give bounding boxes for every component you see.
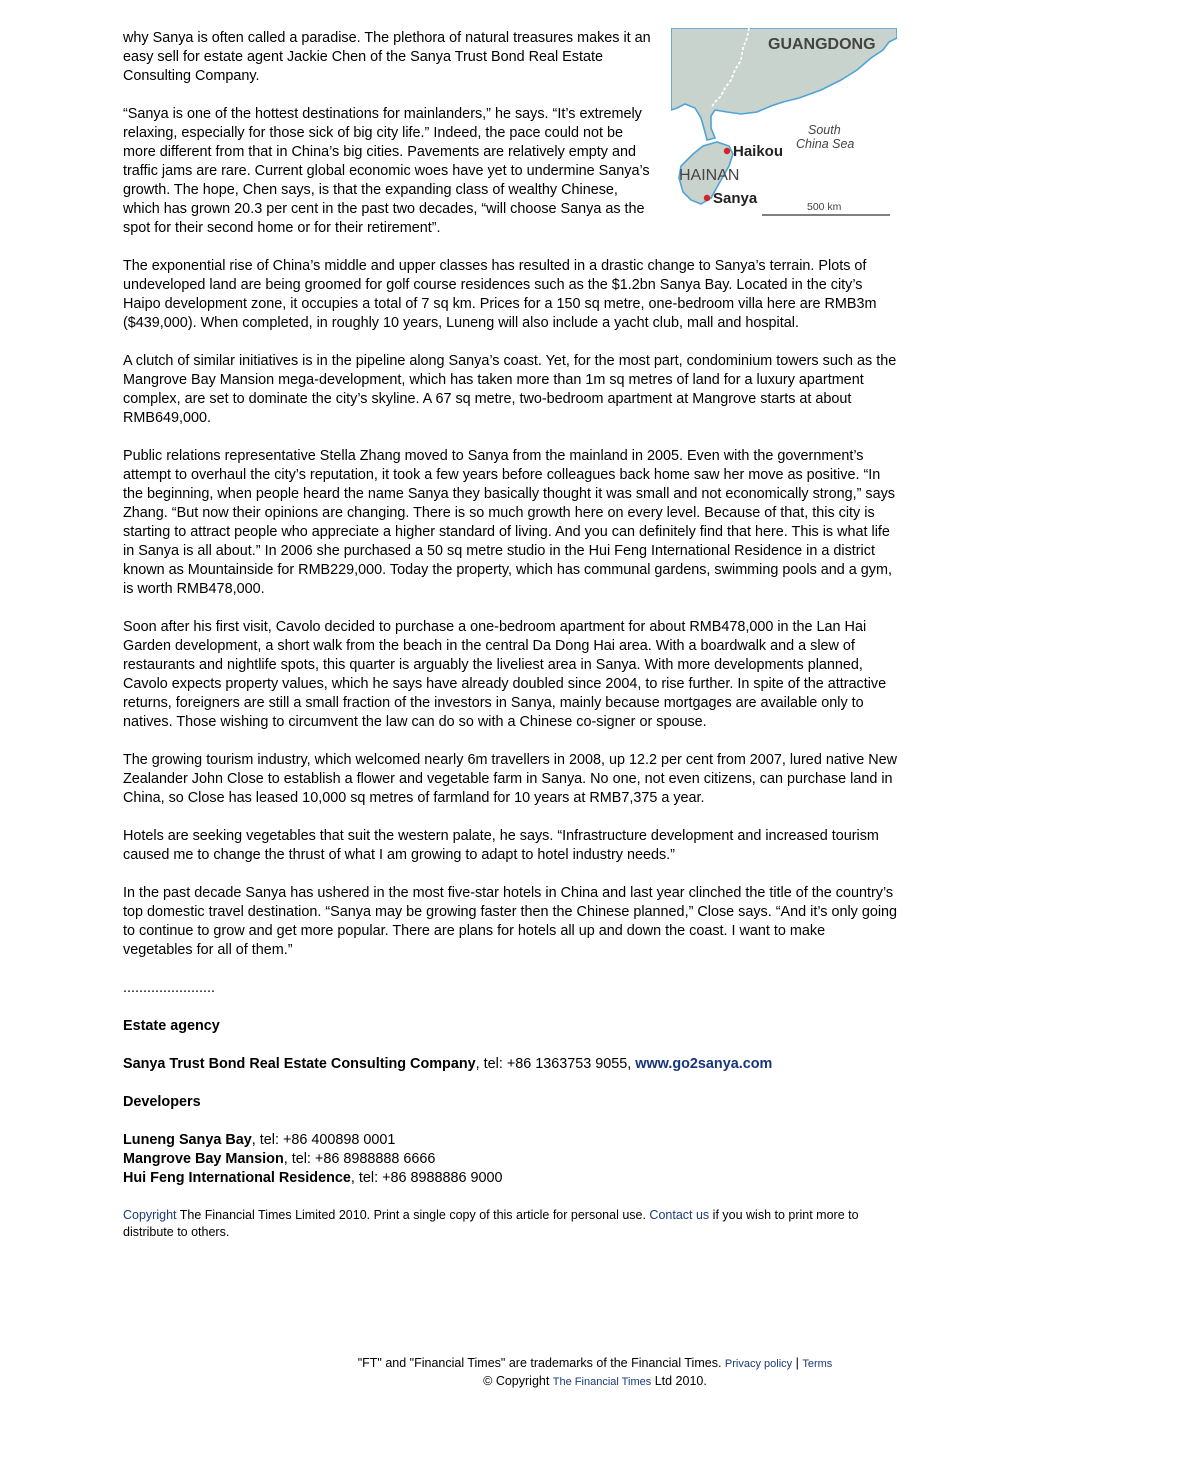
footer-trademark-line xyxy=(0,1355,1190,1373)
estate-agency-tel: , tel: +86 1363753 9055, xyxy=(475,1056,636,1072)
footer-copyright-line xyxy=(0,1373,1190,1391)
developer-tel: , tel: +86 8988886 9000 xyxy=(350,1170,503,1186)
map-label-south: South xyxy=(808,123,841,137)
estate-agency-entry xyxy=(123,1055,898,1074)
map-label-china-sea: China Sea xyxy=(796,137,855,151)
privacy-policy-link[interactable]: Privacy policy xyxy=(724,1358,793,1370)
hainan-map xyxy=(671,28,897,220)
developers-heading: Developers xyxy=(123,1094,201,1110)
article-paragraph: A clutch of similar initiatives is in the pipeline along Sanya’s coast. Yet, for the most part, condominium towers such as the Mangrove Bay Mansion mega-development, which has taken more than 1m sq metres of land for a luxury apartment complex, are set to dominate the city’s skyline. A 67 sq metre, two-bedroom apartment at Mangrove starts at about RMB649,000. xyxy=(123,353,897,426)
footer-separator: | xyxy=(792,1356,803,1370)
developers-list xyxy=(123,1131,898,1188)
article-paragraph: Hotels are seeking vegetables that suit the western palate, he says. “Infrastructure development and increased tourism caused me to change the thrust of what I am growing to adapt to hotel industry needs.” xyxy=(123,828,879,863)
footer-copy-suffix: Ltd 2010. xyxy=(651,1374,707,1388)
developer-name: Mangrove Bay Mansion xyxy=(123,1151,284,1167)
article-paragraph: Public relations representative Stella Zhang moved to Sanya from the mainland in 2005. Even with the government’s attempt to overhaul the city’s reputation, it took a few years before colleagues back home saw her move as positive. “In the beginning, when people heard the name Sanya they basically thought it was small and not economically strong,” says Zhang. “But now their opinions are changing. There is so much growth here on every level. Because of that, this city is starting to attract people who appreciate a higher standard of living. And you can definitely find that here. This is what life in Sanya is all about.” In 2006 she purchased a 50 sq metre studio in the Hui Feng International Residence in a district known as Mountainside for RMB229,000. Today the property, which has communal gardens, swimming pools and a gym, is worth RMB478,000. xyxy=(123,448,895,597)
copyright-text: The Financial Times Limited 2010. Print a single copy of this article for personal use. xyxy=(176,1208,650,1222)
footer-trademark: "FT" and "Financial Times" are trademarks of the Financial Times. xyxy=(357,1356,725,1370)
developer-entry xyxy=(123,1169,898,1188)
developer-entry xyxy=(123,1150,898,1169)
map-scale-label: 500 km xyxy=(807,201,842,213)
sanya-dot xyxy=(704,195,710,201)
article-paragraph: The growing tourism industry, which welcomed nearly 6m travellers in 2008, up 12.2 per cent from 2007, lured native New Zealander John Close to establish a flower and vegetable farm in Sanya. No one, not even citizens, can purchase land in China, so Close has leased 10,000 sq metres of farmland for 10 years at RMB7,375 a year. xyxy=(123,752,898,806)
estate-agency-heading: Estate agency xyxy=(123,1018,220,1034)
separator: ....................... xyxy=(123,980,215,996)
financial-times-link[interactable]: The Financial Times xyxy=(552,1376,652,1388)
developer-tel: , tel: +86 400898 0001 xyxy=(251,1132,396,1148)
developer-name: Luneng Sanya Bay xyxy=(123,1132,252,1148)
copyright-link[interactable]: Copyright xyxy=(123,1208,177,1222)
article-paragraph: The exponential rise of China’s middle and upper classes has resulted in a drastic change to Sanya’s terrain. Plots of undeveloped land are being groomed for golf course residences such as the $1.2bn Sanya Bay. Located in the city’s Haipo development zone, it occupies a total of 7 sq km. Prices for a 150 sq metre, one-bedroom villa here are RMB3m ($439,000). When completed, in roughly 10 years, Luneng will also include a yacht club, mall and hospital. xyxy=(123,258,877,331)
copyright-text-end: if you wish to print more to distribute to others. xyxy=(123,1208,859,1239)
developer-name: Hui Feng International Residence xyxy=(123,1170,351,1186)
haikou-dot xyxy=(724,148,730,154)
map-label-haikou: Haikou xyxy=(733,143,784,160)
terms-link[interactable]: Terms xyxy=(802,1358,833,1370)
footer-copy-prefix: © Copyright xyxy=(483,1374,553,1388)
page-footer xyxy=(0,1355,1190,1391)
developer-entry xyxy=(123,1131,898,1150)
map-label-guangdong: GUANGDONG xyxy=(768,36,876,53)
map-label-sanya: Sanya xyxy=(713,190,758,207)
estate-agency-website-link[interactable]: www.go2sanya.com xyxy=(635,1056,773,1072)
article-paragraph: why Sanya is often called a paradise. The plethora of natural treasures makes it an easy sell for estate agent Jackie Chen of the Sanya Trust Bond Real Estate Consulting Company. xyxy=(123,30,651,84)
contact-us-link[interactable]: Contact us xyxy=(649,1208,710,1222)
estate-agency-name: Sanya Trust Bond Real Estate Consulting Company xyxy=(123,1056,476,1072)
article-paragraph: “Sanya is one of the hottest destinations for mainlanders,” he says. “It’s extremely relaxing, especially for those sick of big city life.” Indeed, the pace could not be more different from that in China’s big cities. Pavements are relatively empty and traffic jams are rare. Current global economic woes have yet to undermine Sanya’s growth. The hope, Chen says, is that the expanding class of wealthy Chinese, which has grown 20.3 per cent in the past two decades, “will choose Sanya as the spot for their second home or for their retirement”. xyxy=(123,106,650,236)
article-paragraph: Soon after his first visit, Cavolo decided to purchase a one-bedroom apartment for about RMB478,000 in the Lan Hai Garden development, a short walk from the beach in the central Da Dong Hai area. With a boardwalk and a slew of restaurants and nightlife spots, this quarter is arguably the liveliest area in Sanya. With more developments planned, Cavolo expects property values, which he says have already doubled since 2004, to rise further. In spite of the attractive returns, foreigners are still a small fraction of the investors in Sanya, mainly because mortgages are available only to natives. Those wishing to circumvent the law can do so with a Chinese co-signer or spouse. xyxy=(123,619,887,730)
article-paragraph: In the past decade Sanya has ushered in the most five-star hotels in China and last year clinched the title of the country’s top domestic travel destination. “Sanya may be growing faster then the Chinese planned,” Close says. “And it’s only going to continue to grow and get more popular. There are plans for hotels all up and down the coast. I want to make vegetables for all of them.” xyxy=(123,885,898,958)
developer-tel: , tel: +86 8988888 6666 xyxy=(283,1151,436,1167)
map-label-hainan: HAINAN xyxy=(679,167,740,184)
copyright-note xyxy=(123,1207,898,1241)
